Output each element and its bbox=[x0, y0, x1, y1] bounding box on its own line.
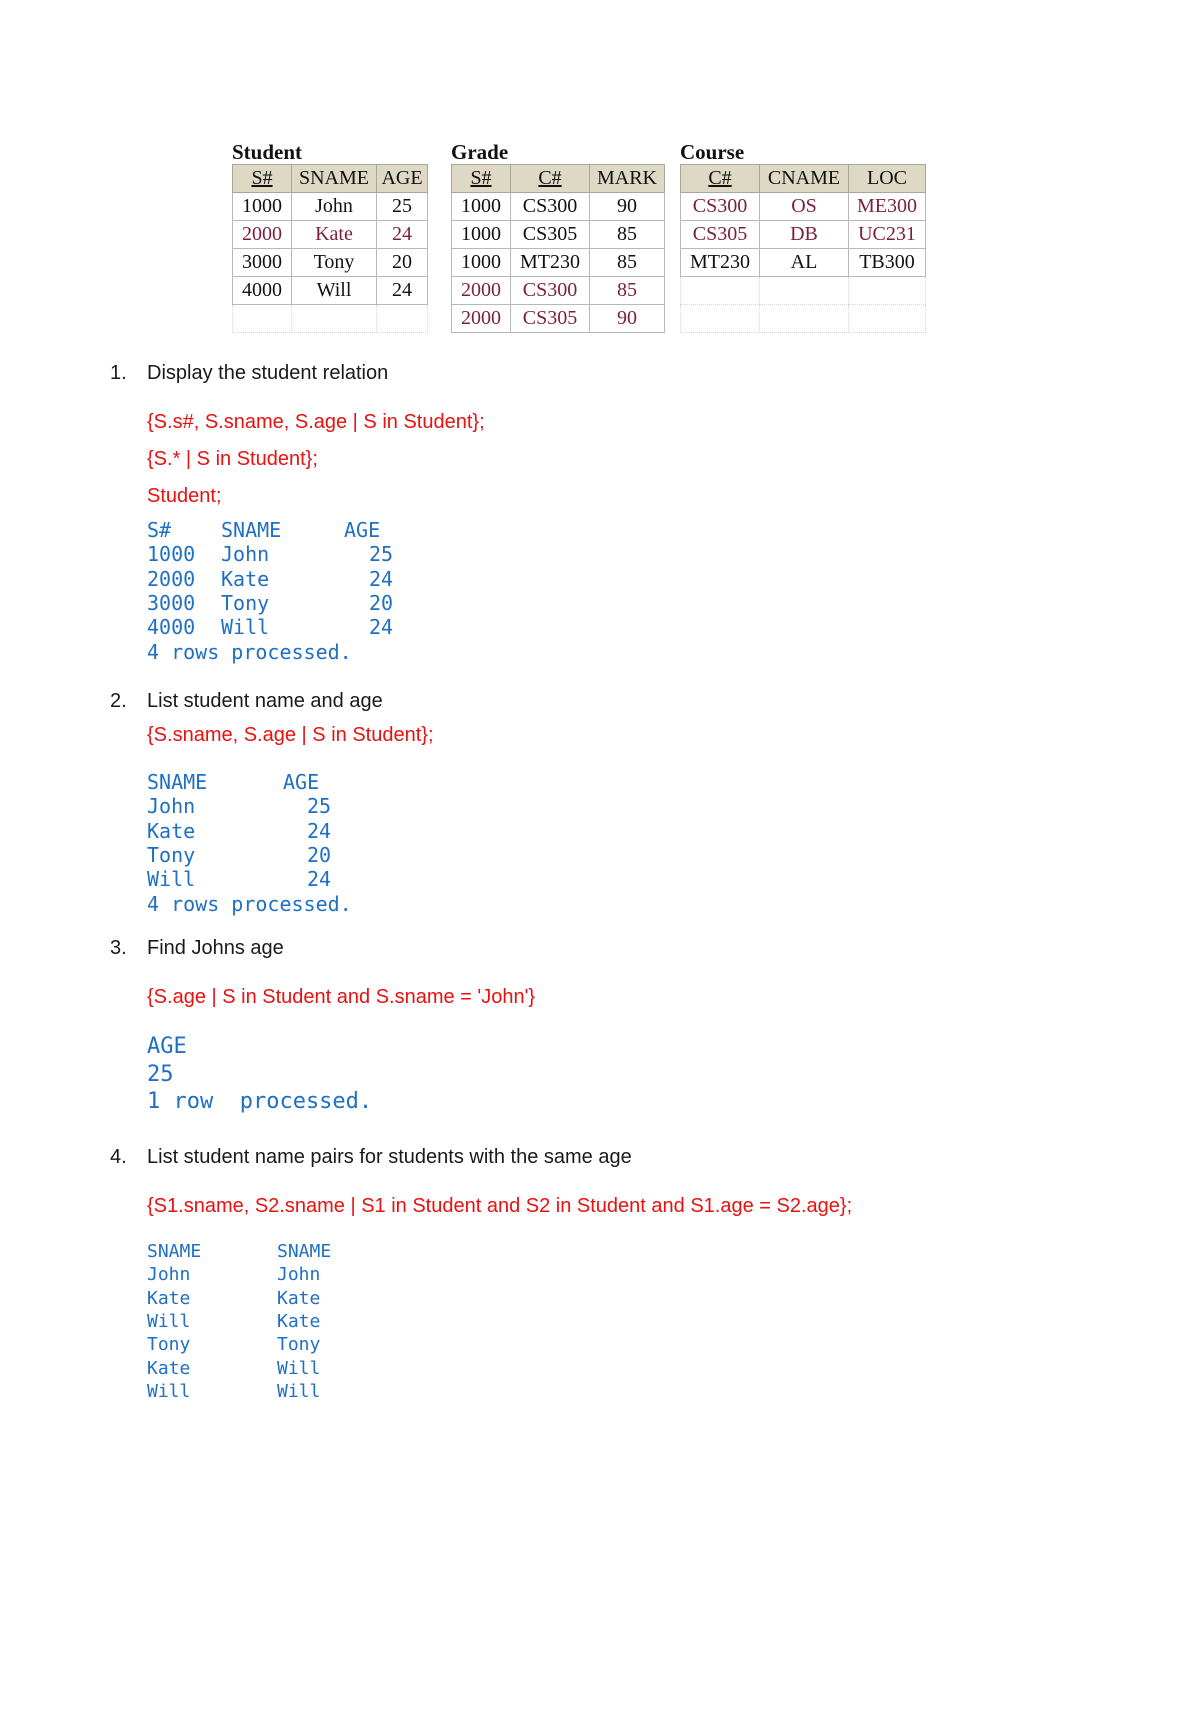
output-cell: 25 bbox=[369, 542, 394, 567]
item-3-question: Find Johns age bbox=[147, 937, 284, 959]
grade-row bbox=[452, 305, 665, 333]
output-cell: 25 bbox=[147, 1061, 174, 1087]
grade-table-title: Grade bbox=[451, 140, 509, 164]
output-cell: Tony bbox=[221, 590, 270, 615]
student-cell: 24 bbox=[377, 277, 428, 305]
output-cell: Will bbox=[147, 1310, 191, 1332]
output-cell: 24 bbox=[369, 566, 394, 591]
output-cell: John bbox=[147, 1264, 191, 1286]
output-header: S# bbox=[147, 518, 172, 542]
grade-cell: CS305 bbox=[511, 305, 590, 333]
course-table-title: Course bbox=[680, 140, 745, 164]
output-cell: Kate bbox=[147, 818, 196, 843]
output-cell: Tony bbox=[147, 1334, 191, 1356]
output-header: SNAME bbox=[147, 1241, 202, 1262]
grade-row bbox=[452, 277, 665, 305]
student-cell: Kate bbox=[292, 221, 377, 249]
output-cell: 2000 bbox=[147, 566, 196, 591]
output-header: SNAME bbox=[147, 770, 208, 794]
grade-cell: 85 bbox=[590, 277, 665, 305]
grade-row bbox=[452, 221, 665, 249]
course-cell: CS300 bbox=[681, 193, 760, 221]
student-row bbox=[233, 193, 428, 221]
output-header: SNAME bbox=[277, 1241, 332, 1262]
item-4-output bbox=[147, 1240, 447, 1410]
course-row bbox=[681, 249, 926, 277]
grade-cell: 85 bbox=[590, 221, 665, 249]
item-1-question: Display the student relation bbox=[147, 362, 389, 384]
student-table bbox=[232, 140, 428, 333]
grade-cell: 85 bbox=[590, 249, 665, 277]
grade-cell: 90 bbox=[590, 193, 665, 221]
course-cell: UC231 bbox=[849, 221, 926, 249]
course-cell: CS305 bbox=[681, 221, 760, 249]
output-cell: 20 bbox=[369, 590, 394, 615]
output-header: SNAME bbox=[221, 518, 282, 542]
course-row bbox=[681, 221, 926, 249]
output-cell: Kate bbox=[277, 1310, 321, 1332]
output-cell: John bbox=[277, 1264, 321, 1286]
course-row bbox=[681, 193, 926, 221]
course-cell: ME300 bbox=[849, 193, 926, 221]
item-1-query-3: Student; bbox=[147, 485, 222, 507]
course-cell: MT230 bbox=[681, 249, 760, 277]
grade-cell: 90 bbox=[590, 305, 665, 333]
item-3-output bbox=[147, 1033, 447, 1123]
output-cell: 20 bbox=[307, 842, 332, 867]
student-cell: 2000 bbox=[233, 221, 292, 249]
student-header-sname: SNAME bbox=[292, 165, 377, 193]
student-row bbox=[233, 249, 428, 277]
output-header: AGE bbox=[344, 518, 381, 542]
course-header-cname: CNAME bbox=[760, 165, 849, 193]
output-header: AGE bbox=[283, 770, 320, 794]
output-cell: John bbox=[147, 794, 196, 819]
grade-table bbox=[451, 140, 665, 333]
output-footer: 1 row processed. bbox=[147, 1089, 373, 1114]
course-header-loc: LOC bbox=[849, 165, 926, 193]
student-cell: 25 bbox=[377, 193, 428, 221]
course-header-cno: C# bbox=[681, 165, 760, 193]
course-empty-row bbox=[681, 277, 926, 305]
output-header: AGE bbox=[147, 1034, 187, 1059]
student-cell: 20 bbox=[377, 249, 428, 277]
grade-header-cno: C# bbox=[511, 165, 590, 193]
student-cell: John bbox=[292, 193, 377, 221]
item-4-query-1: {S1.sname, S2.sname | S1 in Student and S2 in Student and S1.age = S2.age}; bbox=[147, 1195, 853, 1217]
course-cell: AL bbox=[760, 249, 849, 277]
item-3-query-1: {S.age | S in Student and S.sname = 'John'} bbox=[147, 986, 536, 1008]
student-cell: Tony bbox=[292, 249, 377, 277]
item-3-number: 3. bbox=[110, 937, 127, 959]
item-1-number: 1. bbox=[110, 362, 127, 384]
grade-header-sno: S# bbox=[452, 165, 511, 193]
student-table-title: Student bbox=[232, 140, 303, 164]
output-cell: 25 bbox=[307, 794, 332, 819]
output-cell: Will bbox=[147, 1380, 191, 1402]
grade-header-mark: MARK bbox=[590, 165, 665, 193]
student-empty-row bbox=[233, 305, 428, 333]
student-cell: Will bbox=[292, 277, 377, 305]
course-cell: OS bbox=[760, 193, 849, 221]
item-2-number: 2. bbox=[110, 690, 127, 712]
output-cell: Will bbox=[147, 867, 196, 892]
grade-cell: CS300 bbox=[511, 193, 590, 221]
output-footer: 4 rows processed. bbox=[147, 891, 352, 916]
output-cell: Kate bbox=[147, 1287, 191, 1309]
student-row bbox=[233, 221, 428, 249]
output-cell: 1000 bbox=[147, 542, 196, 567]
grade-cell: 1000 bbox=[452, 221, 511, 249]
student-row bbox=[233, 277, 428, 305]
grade-cell: MT230 bbox=[511, 249, 590, 277]
output-cell: Will bbox=[221, 615, 270, 640]
output-cell: Kate bbox=[147, 1357, 191, 1379]
output-cell: 24 bbox=[307, 867, 332, 892]
output-cell: 3000 bbox=[147, 590, 196, 615]
student-cell: 3000 bbox=[233, 249, 292, 277]
output-cell: Will bbox=[277, 1357, 321, 1379]
grade-row bbox=[452, 249, 665, 277]
student-cell: 4000 bbox=[233, 277, 292, 305]
output-cell: Kate bbox=[277, 1287, 321, 1309]
output-cell: 24 bbox=[369, 615, 394, 640]
output-cell: 24 bbox=[307, 818, 332, 843]
output-footer: 4 rows processed. bbox=[147, 639, 352, 664]
course-cell: TB300 bbox=[849, 249, 926, 277]
grade-cell: CS305 bbox=[511, 221, 590, 249]
output-cell: Will bbox=[277, 1380, 321, 1402]
item-1-output bbox=[147, 518, 447, 668]
item-4-question: List student name pairs for students with the same age bbox=[147, 1146, 632, 1168]
output-cell: John bbox=[221, 542, 270, 567]
student-cell: 24 bbox=[377, 221, 428, 249]
student-cell: 1000 bbox=[233, 193, 292, 221]
course-empty-row bbox=[681, 305, 926, 333]
item-4-number: 4. bbox=[110, 1146, 127, 1168]
item-2-query-1: {S.sname, S.age | S in Student}; bbox=[147, 724, 434, 746]
item-1-query-2: {S.* | S in Student}; bbox=[147, 448, 318, 470]
relation-tables bbox=[232, 140, 944, 342]
student-header-age: AGE bbox=[377, 165, 428, 193]
output-cell: Tony bbox=[277, 1334, 321, 1356]
grade-cell: 1000 bbox=[452, 193, 511, 221]
course-cell: DB bbox=[760, 221, 849, 249]
grade-cell: 2000 bbox=[452, 305, 511, 333]
item-2-question: List student name and age bbox=[147, 690, 383, 712]
output-cell: 4000 bbox=[147, 615, 196, 640]
grade-cell: CS300 bbox=[511, 277, 590, 305]
student-header-sno: S# bbox=[233, 165, 292, 193]
item-1-query-1: {S.s#, S.sname, S.age | S in Student}; bbox=[147, 411, 485, 433]
grade-cell: 1000 bbox=[452, 249, 511, 277]
course-table bbox=[680, 140, 926, 333]
output-cell: Kate bbox=[221, 566, 270, 591]
grade-row bbox=[452, 193, 665, 221]
item-2-output bbox=[147, 770, 447, 920]
output-cell: Tony bbox=[147, 842, 196, 867]
grade-cell: 2000 bbox=[452, 277, 511, 305]
